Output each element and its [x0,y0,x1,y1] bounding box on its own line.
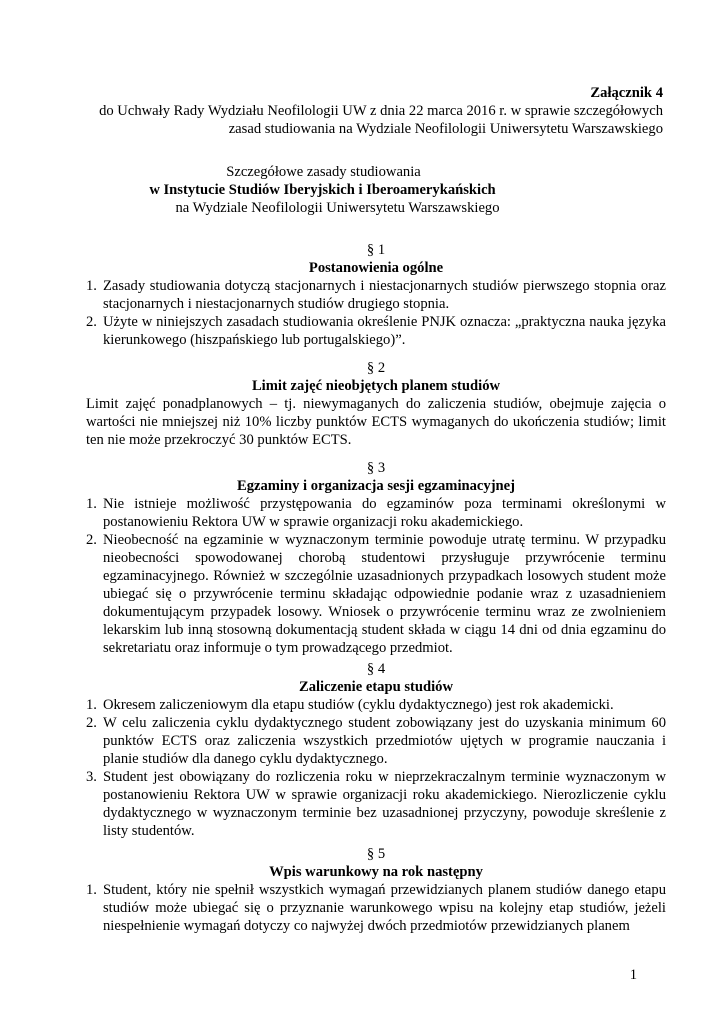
section-sign: § 2 [366,360,386,376]
section-5 [86,845,666,935]
list-item [86,313,666,349]
section-heading: Wpis warunkowy na rok następny [269,864,483,880]
list-item [86,696,666,714]
item-number: 1. [86,697,97,713]
annex-label: Załącznik 4 [590,85,663,101]
section-heading: Postanowienia ogólne [308,260,444,276]
item-text: Nieobecność na egzaminie w wyznaczonym terminie powoduje utratę terminu. W przypadku nieobecności spowodowanej chorobą studentowi przysługuje przywrócenie terminu egzaminacyjnego. Również w szczególnie uzasadnionych przypadkach losowych student może ubiegać się o przywrócenie terminu składając odpowiednie podanie wraz z uzasadnieniem dokumentującym przypadek losowy. Wniosek o przywrócenie terminu wraz ze zwolnieniem lekarskim lub inną stosowną dokumentacją student składa w ciągu 14 dni od dnia egzaminu do sekretariatu oraz informuje o tym prowadzącego przedmiot. [103,532,666,656]
item-number: 1. [86,278,97,294]
section-heading: Limit zajęć nieobjętych planem studiów [251,378,501,394]
section-heading: Egzaminy i organizacja sesji egzaminacyjnej [236,478,516,494]
section-paragraph: Limit zajęć ponadplanowych – tj. niewymaganych do zaliczenia studiów, obejmuje zajęcia o wartości nie mniejszej niż 10% liczby punktów ECTS wymaganych do ukończenia studiów; limit ten nie może przekroczyć 30 punktów ECTS. [86,396,666,448]
item-text: Użyte w niniejszych zasadach studiowania określenie PNJK oznacza: „praktyczna nauka języka kierunkowego (hiszpańskiego lub portugalskiego)”. [103,314,666,348]
section-4 [86,660,666,840]
section-3 [86,459,666,657]
item-text: Student jest obowiązany do rozliczenia roku w nieprzekraczalnym terminie wyznaczonym w postanowieniu Rektora UW w sprawie organizacji roku akademickiego. Nierozliczenie cyklu dydaktycznego w wyznaczonym terminie bez uzasadnionej przyczyny, powoduje skreślenie z listy studentów. [103,769,666,839]
item-text: Nie istnieje możliwość przystępowania do egzaminów poza terminami określonymi w postanowieniu Rektora UW w sprawie organizacji roku akademickiego. [103,496,666,530]
section-sign: § 4 [366,661,386,677]
section-2 [86,359,666,449]
item-text: Okresem zaliczeniowym dla etapu studiów (cyklu dydaktycznego) jest rok akademicki. [103,697,614,713]
item-number: 2. [86,314,97,330]
title-line-1: Szczegółowe zasady studiowania [226,164,421,180]
item-number: 1. [86,882,97,898]
page-number: 1 [629,967,637,983]
section-sign: § 3 [366,460,386,476]
list-item [86,768,666,840]
section-1 [86,241,666,349]
section-sign: § 1 [366,242,386,258]
list-item [86,495,666,531]
resolution-line-2: zasad studiowania na Wydziale Neofilologii Uniwersytetu Warszawskiego [228,121,663,137]
section-sign: § 5 [366,846,386,862]
title-line-3: na Wydziale Neofilologii Uniwersytetu Warszawskiego [175,200,500,216]
item-number: 2. [86,715,97,731]
list-item [86,714,666,768]
list-item [86,277,666,313]
item-number: 1. [86,496,97,512]
item-text: Zasady studiowania dotyczą stacjonarnych i niestacjonarnych studiów pierwszego stopnia oraz stacjonarnych i niestacjonarnych studiów drugiego stopnia. [103,278,666,312]
item-text: W celu zaliczenia cyklu dydaktycznego student zobowiązany jest do uzyskania minimum 60 punktów ECTS oraz zaliczenia wszystkich przedmiotów ujętych w programie nauczania i planie studiów dla danego cyklu dydaktycznego. [103,715,666,767]
list-item [86,881,666,935]
item-number: 3. [86,769,97,785]
item-number: 2. [86,532,97,548]
title-line-2: w Instytucie Studiów Iberyjskich i Iberoamerykańskich [149,182,496,198]
section-heading: Zaliczenie etapu studiów [298,679,454,695]
document-title [0,163,725,217]
item-text: Student, który nie spełnił wszystkich wymagań przewidzianych planem studiów danego etapu studiów może ubiegać się o przyznanie warunkowego wpisu na kolejny etap studiów, jeżeli niespełnienie wymagań dotyczy co najwyżej dwóch przedmiotów przewidzianych planem [103,882,666,934]
resolution-line-1: do Uchwały Rady Wydziału Neofilologii UW z dnia 22 marca 2016 r. w sprawie szczegółowych [99,103,663,119]
list-item [86,531,666,657]
